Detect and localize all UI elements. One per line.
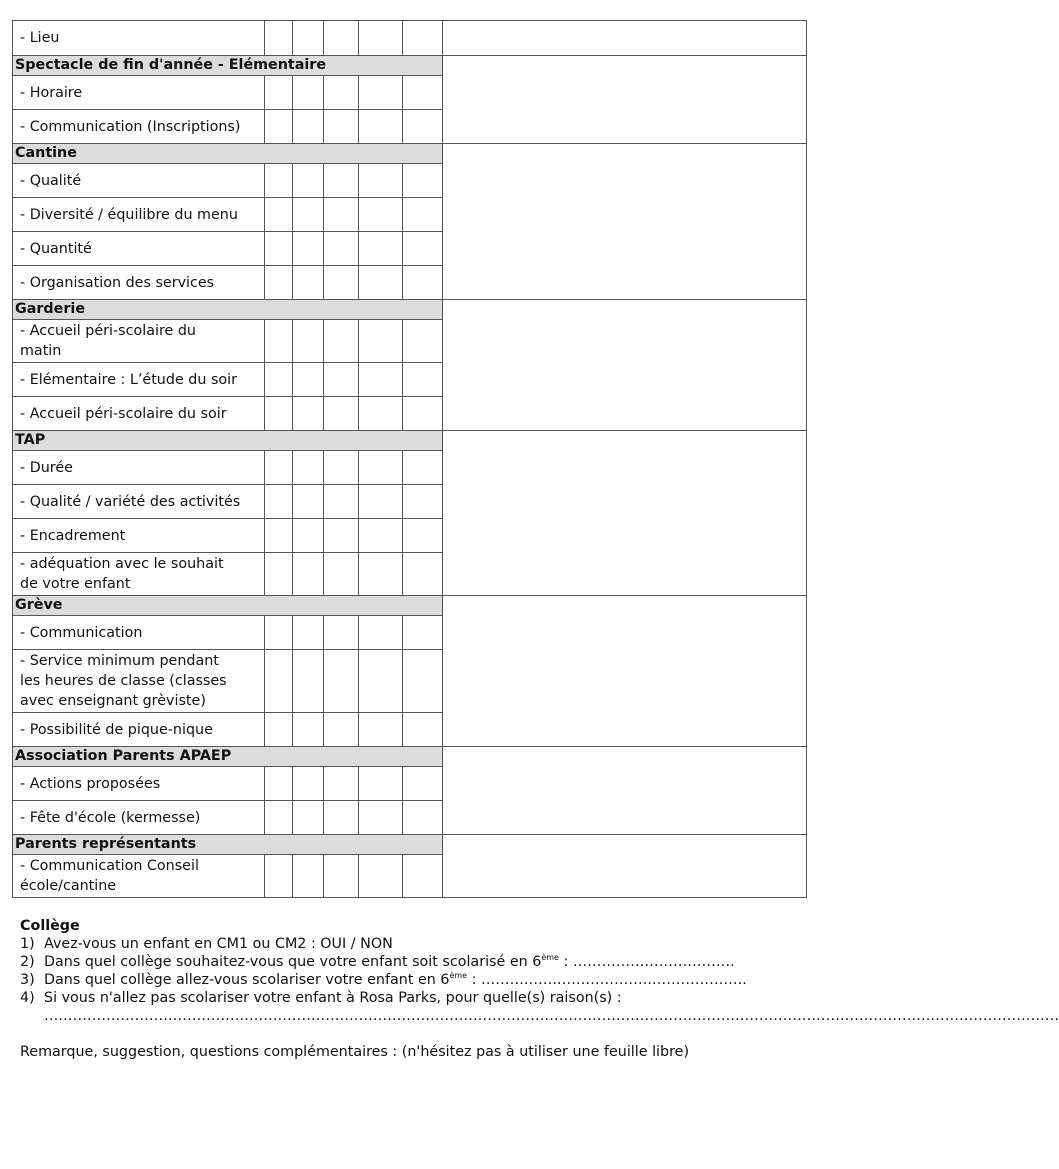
rating-cell-2[interactable] bbox=[293, 198, 324, 232]
rating-cell-1[interactable] bbox=[265, 266, 293, 300]
criterion-line: - Fête d'école (kermesse) bbox=[20, 809, 201, 826]
criterion-label bbox=[13, 519, 265, 553]
section-title: Spectacle de fin d'année - Elémentaire bbox=[13, 56, 443, 76]
rating-cell-4[interactable] bbox=[359, 164, 403, 198]
criterion-label bbox=[13, 320, 265, 363]
question-1-text[interactable]: Avez-vous un enfant en CM1 ou CM2 : OUI / NON bbox=[44, 936, 393, 952]
question-1-number: 1) bbox=[20, 936, 35, 952]
rating-cell-4[interactable] bbox=[359, 198, 403, 232]
rating-cell-5[interactable] bbox=[403, 21, 443, 56]
rating-cell-5[interactable] bbox=[403, 519, 443, 553]
rating-cell-1[interactable] bbox=[265, 397, 293, 431]
comment-cell[interactable] bbox=[443, 747, 807, 835]
criterion-label bbox=[13, 76, 265, 110]
question-3-before: Dans quel collège allez-vous scolariser votre enfant en 6 bbox=[44, 972, 450, 988]
criterion-line: - Actions proposées bbox=[20, 775, 161, 792]
rating-cell-1[interactable] bbox=[265, 232, 293, 266]
rating-cell-4[interactable] bbox=[359, 713, 403, 747]
rating-cell-5[interactable] bbox=[403, 801, 443, 835]
rating-cell-5[interactable] bbox=[403, 363, 443, 397]
comment-cell[interactable] bbox=[443, 596, 807, 747]
criterion-line: - Encadrement bbox=[20, 527, 126, 544]
rating-cell-4[interactable] bbox=[359, 650, 403, 713]
criterion-line: - Service minimum pendant bbox=[20, 653, 219, 669]
rating-cell-2[interactable] bbox=[293, 110, 324, 144]
criterion-label: - Lieu bbox=[13, 21, 265, 56]
criterion-label bbox=[13, 801, 265, 835]
rating-cell-1[interactable] bbox=[265, 76, 293, 110]
rating-cell-4[interactable] bbox=[359, 110, 403, 144]
rating-cell-1[interactable] bbox=[265, 110, 293, 144]
rating-cell-3[interactable] bbox=[324, 164, 359, 198]
rating-cell-5[interactable] bbox=[403, 485, 443, 519]
rating-cell-1[interactable] bbox=[265, 650, 293, 713]
section-title: Association Parents APAEP bbox=[13, 747, 443, 767]
rating-cell-2[interactable] bbox=[293, 801, 324, 835]
criterion-line: - Accueil péri-scolaire du bbox=[20, 323, 196, 339]
criterion-label bbox=[13, 616, 265, 650]
rating-cell-4[interactable] bbox=[359, 767, 403, 801]
rating-cell-2[interactable] bbox=[293, 76, 324, 110]
comment-cell[interactable] bbox=[443, 144, 807, 300]
criterion-label bbox=[13, 198, 265, 232]
rating-cell-1[interactable] bbox=[265, 713, 293, 747]
rating-cell-4[interactable] bbox=[359, 801, 403, 835]
section-title: Grève bbox=[13, 596, 443, 616]
criterion-label bbox=[13, 110, 265, 144]
criterion-line: - Qualité bbox=[20, 172, 82, 189]
section-title: TAP bbox=[13, 431, 443, 451]
rating-cell-2[interactable] bbox=[293, 397, 324, 431]
question-4-text: Si vous n'allez pas scolariser votre enfant à Rosa Parks, pour quelle(s) raison(s) : bbox=[44, 990, 622, 1006]
rating-cell-3[interactable] bbox=[324, 767, 359, 801]
rating-cell-4[interactable] bbox=[359, 855, 403, 898]
rating-cell-5[interactable] bbox=[403, 198, 443, 232]
criterion-line: avec enseignant grèviste) bbox=[20, 693, 206, 709]
criterion-line: - Durée bbox=[20, 459, 73, 476]
rating-cell-4[interactable] bbox=[359, 266, 403, 300]
rating-cell-1[interactable] bbox=[265, 320, 293, 363]
criterion-line: - Horaire bbox=[20, 84, 83, 101]
criterion-line: - Accueil péri-scolaire du soir bbox=[20, 405, 227, 422]
rating-cell-1[interactable] bbox=[265, 451, 293, 485]
rating-cell-4[interactable] bbox=[359, 363, 403, 397]
rating-cell-3[interactable] bbox=[324, 266, 359, 300]
criterion-label bbox=[13, 266, 265, 300]
criterion-label bbox=[13, 451, 265, 485]
rating-cell-5[interactable] bbox=[403, 650, 443, 713]
question-2-sup: ème bbox=[541, 953, 559, 962]
criterion-label bbox=[13, 363, 265, 397]
rating-cell-1[interactable] bbox=[265, 21, 293, 56]
criterion-line: les heures de classe (classes bbox=[20, 673, 227, 689]
rating-cell-3[interactable] bbox=[324, 363, 359, 397]
rating-cell-1[interactable] bbox=[265, 519, 293, 553]
rating-cell-3[interactable] bbox=[324, 21, 359, 56]
section-header-row bbox=[13, 835, 807, 855]
criterion-label bbox=[13, 855, 265, 898]
rating-cell-2[interactable] bbox=[293, 320, 324, 363]
criterion-label bbox=[13, 650, 265, 713]
comment-cell[interactable] bbox=[443, 300, 807, 431]
section-header-row bbox=[13, 300, 807, 320]
rating-cell-5[interactable] bbox=[403, 855, 443, 898]
rating-cell-5[interactable] bbox=[403, 232, 443, 266]
rating-cell-5[interactable] bbox=[403, 616, 443, 650]
criterion-label bbox=[13, 485, 265, 519]
section-header-row bbox=[13, 596, 807, 616]
rating-cell-3[interactable] bbox=[324, 232, 359, 266]
rating-cell-2[interactable] bbox=[293, 485, 324, 519]
rating-cell-3[interactable] bbox=[324, 451, 359, 485]
rating-cell-4[interactable] bbox=[359, 232, 403, 266]
rating-cell-3[interactable] bbox=[324, 397, 359, 431]
criterion-line: - Possibilité de pique-nique bbox=[20, 721, 213, 738]
evaluation-table bbox=[12, 20, 807, 898]
rating-cell-1[interactable] bbox=[265, 198, 293, 232]
rating-cell-2[interactable] bbox=[293, 363, 324, 397]
rating-cell-2[interactable] bbox=[293, 266, 324, 300]
rating-cell-5[interactable] bbox=[403, 164, 443, 198]
criterion-line: - adéquation avec le souhait bbox=[20, 556, 224, 572]
criterion-line: - Quantité bbox=[20, 240, 92, 257]
rating-cell-4[interactable] bbox=[359, 21, 403, 56]
rating-cell-4[interactable] bbox=[359, 76, 403, 110]
rating-cell-4[interactable] bbox=[359, 519, 403, 553]
rating-cell-4[interactable] bbox=[359, 451, 403, 485]
rating-cell-5[interactable] bbox=[403, 397, 443, 431]
rating-cell-3[interactable] bbox=[324, 485, 359, 519]
section-header-row bbox=[13, 56, 807, 76]
rating-cell-2[interactable] bbox=[293, 451, 324, 485]
criterion-label bbox=[13, 767, 265, 801]
rating-cell-3[interactable] bbox=[324, 855, 359, 898]
rating-cell-1[interactable] bbox=[265, 801, 293, 835]
section-title: Garderie bbox=[13, 300, 443, 320]
criterion-line: - Elémentaire : L’étude du soir bbox=[20, 371, 238, 388]
rating-cell-2[interactable] bbox=[293, 164, 324, 198]
question-2-answer-dots[interactable]: : ……………………………. bbox=[558, 954, 735, 970]
criterion-line: - Diversité / équilibre du menu bbox=[20, 206, 238, 223]
table-row bbox=[13, 21, 807, 56]
rating-cell-4[interactable] bbox=[359, 616, 403, 650]
question-2-before: Dans quel collège souhaitez-vous que votre enfant soit scolarisé en 6 bbox=[44, 954, 542, 970]
section-title: Cantine bbox=[13, 144, 443, 164]
rating-cell-2[interactable] bbox=[293, 650, 324, 713]
criterion-label bbox=[13, 397, 265, 431]
rating-cell-5[interactable] bbox=[403, 553, 443, 596]
rating-cell-3[interactable] bbox=[324, 713, 359, 747]
rating-cell-1[interactable] bbox=[265, 767, 293, 801]
question-1 bbox=[20, 935, 800, 953]
rating-cell-1[interactable] bbox=[265, 616, 293, 650]
comment-cell[interactable] bbox=[443, 21, 807, 56]
rating-cell-2[interactable] bbox=[293, 713, 324, 747]
criterion-line: de votre enfant bbox=[20, 576, 131, 592]
criterion-label bbox=[13, 553, 265, 596]
rating-cell-3[interactable] bbox=[324, 616, 359, 650]
section-header-row bbox=[13, 431, 807, 451]
rating-cell-5[interactable] bbox=[403, 266, 443, 300]
rating-cell-3[interactable] bbox=[324, 76, 359, 110]
question-3-text[interactable] bbox=[44, 971, 800, 989]
question-2 bbox=[20, 953, 800, 971]
rating-cell-1[interactable] bbox=[265, 363, 293, 397]
rating-cell-4[interactable] bbox=[359, 320, 403, 363]
rating-cell-1[interactable] bbox=[265, 164, 293, 198]
rating-cell-2[interactable] bbox=[293, 519, 324, 553]
rating-cell-2[interactable] bbox=[293, 553, 324, 596]
rating-cell-2[interactable] bbox=[293, 21, 324, 56]
criterion-line: - Communication (Inscriptions) bbox=[20, 118, 241, 135]
college-section bbox=[20, 917, 1059, 1061]
criterion-label bbox=[13, 713, 265, 747]
remark-text: Remarque, suggestion, questions complémentaires : (n'hésitez pas à utiliser une feuille libre) bbox=[20, 1044, 690, 1060]
criterion-line: - Communication bbox=[20, 624, 143, 641]
question-4-answer-dots[interactable]: …………………………………………………………………………………………………………………………………………………………………………………………… bbox=[44, 1008, 1059, 1024]
question-4 bbox=[20, 989, 800, 1007]
criterion-line: - Organisation des services bbox=[20, 274, 215, 291]
question-3 bbox=[20, 971, 800, 989]
question-2-text[interactable] bbox=[44, 953, 800, 971]
question-3-answer-dots[interactable]: : ……….…….……………….……………….. bbox=[467, 972, 747, 988]
rating-cell-5[interactable] bbox=[403, 110, 443, 144]
section-title: Parents représentants bbox=[13, 835, 443, 855]
rating-cell-5[interactable] bbox=[403, 76, 443, 110]
question-2-number: 2) bbox=[20, 954, 35, 970]
rating-cell-4[interactable] bbox=[359, 553, 403, 596]
rating-cell-5[interactable] bbox=[403, 320, 443, 363]
comment-cell[interactable] bbox=[443, 835, 807, 898]
rating-cell-4[interactable] bbox=[359, 397, 403, 431]
comment-cell[interactable] bbox=[443, 431, 807, 596]
rating-cell-3[interactable] bbox=[324, 320, 359, 363]
section-header-row bbox=[13, 747, 807, 767]
section-header-row bbox=[13, 144, 807, 164]
criterion-label bbox=[13, 232, 265, 266]
criterion-line: école/cantine bbox=[20, 878, 117, 894]
rating-cell-5[interactable] bbox=[403, 451, 443, 485]
question-4-number: 4) bbox=[20, 990, 35, 1006]
rating-cell-3[interactable] bbox=[324, 650, 359, 713]
comment-cell[interactable] bbox=[443, 56, 807, 144]
criterion-line: matin bbox=[20, 343, 62, 359]
rating-cell-1[interactable] bbox=[265, 485, 293, 519]
college-title: Collège bbox=[20, 918, 80, 934]
rating-cell-2[interactable] bbox=[293, 855, 324, 898]
rating-cell-2[interactable] bbox=[293, 232, 324, 266]
rating-cell-5[interactable] bbox=[403, 767, 443, 801]
rating-cell-3[interactable] bbox=[324, 519, 359, 553]
criterion-line: - Qualité / variété des activités bbox=[20, 493, 241, 510]
question-3-number: 3) bbox=[20, 972, 35, 988]
rating-cell-3[interactable] bbox=[324, 110, 359, 144]
question-3-sup: ème bbox=[449, 971, 468, 980]
criterion-line: - Communication Conseil bbox=[20, 858, 199, 874]
rating-cell-3[interactable] bbox=[324, 198, 359, 232]
criterion-label bbox=[13, 164, 265, 198]
rating-cell-2[interactable] bbox=[293, 616, 324, 650]
rating-cell-3[interactable] bbox=[324, 553, 359, 596]
rating-cell-3[interactable] bbox=[324, 801, 359, 835]
rating-cell-5[interactable] bbox=[403, 713, 443, 747]
rating-cell-1[interactable] bbox=[265, 553, 293, 596]
rating-cell-1[interactable] bbox=[265, 855, 293, 898]
rating-cell-2[interactable] bbox=[293, 767, 324, 801]
rating-cell-4[interactable] bbox=[359, 485, 403, 519]
